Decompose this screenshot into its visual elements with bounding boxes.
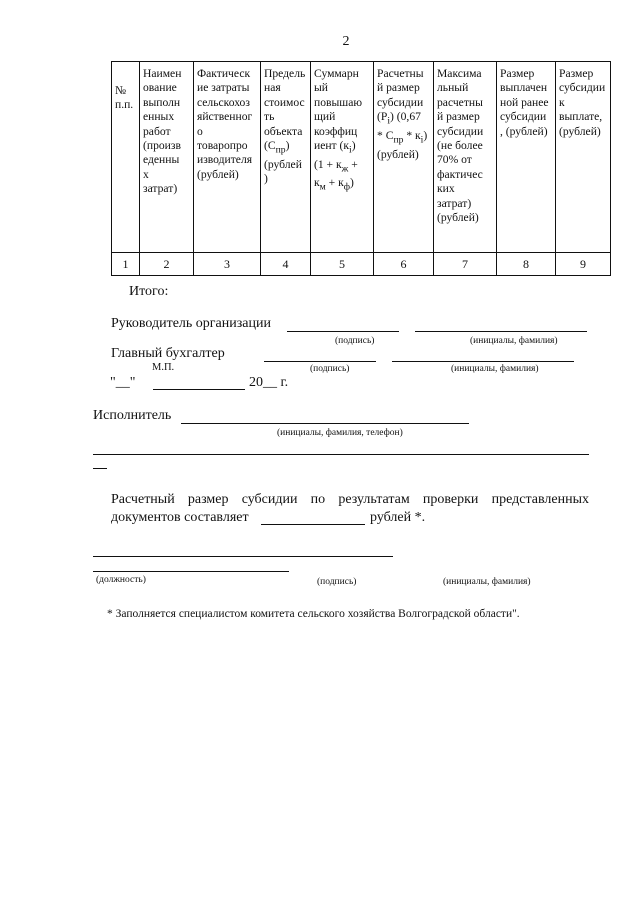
head-signature-caption: (подпись) <box>335 336 375 346</box>
date-day: "__" <box>110 375 136 390</box>
specialist-initials-caption: (инициалы, фамилия) <box>443 577 531 587</box>
header-cell-max-cost: Предель ная стоимос ть объекта $(С_{пр})$ (рублей ) <box>261 62 311 253</box>
calculated-subsidy-suffix: рублей *. <box>370 510 426 525</box>
column-number-cell: 2 <box>140 253 194 276</box>
head-of-organization-label: Руководитель организации <box>111 316 271 331</box>
chief-accountant-label: Главный бухгалтер <box>111 346 225 361</box>
specialist-signature-caption: (подпись) <box>317 577 357 587</box>
header-cell-actual-costs: Фактическ ие затраты сельскохоз яйственног о товаропро изводителя (рублей) <box>194 62 261 253</box>
date-year: 20__ г. <box>249 375 289 390</box>
column-number-cell: 1 <box>112 253 140 276</box>
header-cell-work-name: Наимен ование выполн енных работ (произв еденны х затрат) <box>140 62 194 253</box>
column-number-cell: 9 <box>556 253 611 276</box>
header-cell-paid-subsidy: Размер выплачен ной ранее субсидии , (рублей) <box>497 62 556 253</box>
specialist-position-line <box>93 571 289 572</box>
calculated-subsidy-text: Расчетный размер субсидии по результатам проверки представленных <box>111 492 589 507</box>
column-number-cell: 4 <box>261 253 311 276</box>
position-caption: (должность) <box>96 575 146 585</box>
column-number-cell: 5 <box>311 253 374 276</box>
header-cell-number: № п.п. <box>112 62 140 253</box>
table-header-row <box>112 62 611 253</box>
header-cell-max-subsidy: Максима льный расчетны й размер субсидии (не более 70% от фактичес ких затрат) (рублей) <box>434 62 497 253</box>
executor-extra-line <box>93 454 589 455</box>
executor-caption: (инициалы, фамилия, телефон) <box>277 428 403 438</box>
header-cell-subsidy-to-pay: Размер субсидии к выплате, (рублей) <box>556 62 611 253</box>
head-initials-caption: (инициалы, фамилия) <box>470 336 558 346</box>
header-cell-coefficient: Суммарн ый повышаю щий коэффиц иент $(к_i)$ ($1 + к_ж$ + $к_м + к_ф$) <box>311 62 374 253</box>
calculated-subsidy-amount-line <box>261 524 365 525</box>
executor-line <box>181 423 469 424</box>
column-number-cell: 8 <box>497 253 556 276</box>
executor-label: Исполнитель <box>93 408 172 423</box>
column-number-cell: 6 <box>374 253 434 276</box>
column-number-cell: 3 <box>194 253 261 276</box>
accountant-initials-line <box>392 361 574 362</box>
head-signature-line <box>287 331 399 332</box>
page-number: 2 <box>342 34 350 49</box>
accountant-signature-line <box>264 361 376 362</box>
stamp-place-caption: М.П. <box>152 362 175 373</box>
column-number-cell: 7 <box>434 253 497 276</box>
accountant-initials-caption: (инициалы, фамилия) <box>451 364 539 374</box>
date-month-line <box>153 389 245 390</box>
executor-extra-line-end <box>93 468 107 469</box>
footnote: * Заполняется специалистом комитета сельского хозяйства Волгоградской области". <box>107 608 520 620</box>
accountant-signature-caption: (подпись) <box>310 364 350 374</box>
total-label: Итого: <box>129 284 169 299</box>
specialist-line-1 <box>93 556 393 557</box>
calculated-subsidy-prefix: документов составляет <box>111 510 249 525</box>
header-cell-calculated-subsidy: Расчетны й размер субсидии $(P_i)$ (0,67 * $С_{пр} * к_i$) (рублей) <box>374 62 434 253</box>
subsidy-table <box>111 61 611 276</box>
head-initials-line <box>415 331 587 332</box>
table-number-row <box>112 253 611 276</box>
